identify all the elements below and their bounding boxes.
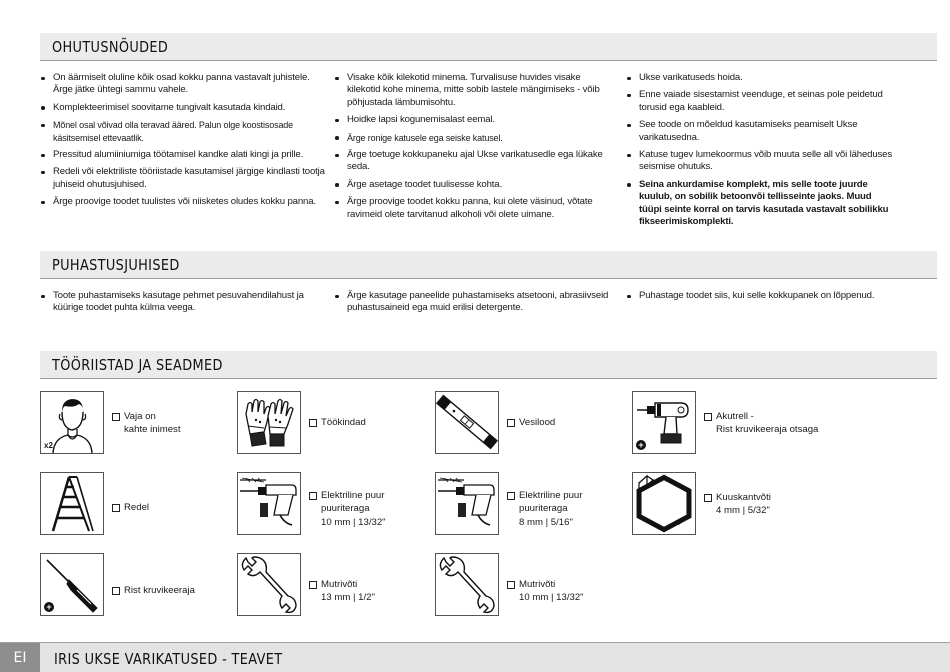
list-item: Hoidke lapsi kogunemisalast eemal.: [334, 114, 614, 126]
list-item: Ärge proovige toodet kokku panna, kui olete väsinud, võtate ravimeid olete tarvitanud alkoholi või olete uimane.: [334, 196, 614, 221]
tool-label-line: Redel: [124, 502, 150, 513]
tool-image: [237, 391, 301, 454]
page-footer: [0, 642, 950, 672]
list-item: Toote puhastamiseks kasutage pehmet pesuvahendilahust ja küürige toodet puhta külma veega.: [40, 290, 325, 315]
checkbox[interactable]: [507, 581, 515, 589]
tool-label-line: Vaja on: [124, 411, 156, 422]
list-item: Ärge ronige katusele ega seiske katusel.: [334, 132, 614, 144]
tool-label: [321, 579, 375, 604]
list-item: Ärge toetuge kokkupaneku ajal Ukse varikatusedle ega lükake seda.: [334, 149, 614, 174]
cleaning-column-1: [40, 290, 325, 320]
tool-item-drill-8mm: [435, 472, 625, 536]
tool-item-ladder: [40, 472, 230, 536]
cleaning-column-3: [626, 290, 916, 307]
tool-label: [321, 490, 386, 530]
tool-label: [519, 417, 555, 430]
list-item: Visake kõik kilekotid minema. Turvalisuse huvides visake kilekotid kohe minema, mitte sobib lastele mängimiseks - võib põhjustada lämbumisohtu.: [334, 72, 614, 109]
tool-image: [237, 553, 301, 616]
section-header-cleaning: [40, 251, 937, 279]
safety-column-1: [40, 72, 325, 214]
list-item: Ukse varikatuseds hoida.: [626, 72, 896, 84]
tool-item-two-people: [40, 391, 230, 455]
phillips-bit-badge: +: [636, 440, 646, 450]
footer-title: IRIS UKSE VARIKATUSED - TEAVET: [54, 650, 283, 668]
tool-label: [519, 490, 582, 530]
tool-image: [40, 472, 104, 535]
tool-label: [124, 502, 149, 515]
tool-label-line: Mutrivõti: [519, 579, 556, 590]
tool-label: [124, 411, 181, 436]
tool-image: [435, 391, 499, 454]
list-item-bold: Seina ankurdamise komplekt, mis selle toote juurde kuulub, on sobilik betoonvõi tellisseinte jaoks. Muud tüüpi seinte korral on tarvis kasutada vastavalt sobilikku fikseerimiskomplekti.: [626, 179, 896, 229]
tool-label-line: Vesilood: [519, 417, 556, 428]
tool-item-wrench-13mm: [237, 553, 427, 617]
tool-item-wrench-10mm: [435, 553, 625, 617]
checkbox[interactable]: [112, 413, 120, 421]
language-code-badge: EI: [0, 643, 40, 672]
tool-image: [632, 391, 696, 454]
tool-item-screwdriver: [40, 553, 230, 617]
spirit-level-icon: [436, 392, 498, 453]
section-title-cleaning: PUHASTUSJUHISED: [52, 256, 180, 274]
tool-image: [40, 553, 104, 616]
tool-label-line: 8 mm | 5/16": [519, 517, 573, 529]
section-title-tools: TÖÖRIISTAD JA SEADMED: [52, 356, 223, 374]
checkbox[interactable]: [704, 413, 712, 421]
phillips-bit-badge: +: [44, 602, 54, 612]
tool-label: [519, 579, 584, 604]
checkbox[interactable]: [112, 504, 120, 512]
tool-image: [435, 472, 499, 535]
list-item: See toode on mõeldud kasutamiseks peamiselt Ukse varikatusedna.: [626, 119, 896, 144]
hammer-drill-icon: [238, 473, 300, 534]
tool-label-line: puuriteraga: [519, 502, 568, 514]
wrench-icon: [436, 554, 498, 615]
list-item: Pressitud alumiiniumiga töötamisel kandke alati kingi ja prille.: [40, 149, 325, 161]
tool-label: [716, 492, 771, 517]
tool-item-hex-key: [632, 472, 822, 536]
quantity-badge: x2: [44, 441, 53, 450]
tool-label-line: 10 mm | 13/32": [321, 517, 386, 529]
tool-label-line: 4 mm | 5/32": [716, 504, 770, 516]
tool-image: [237, 472, 301, 535]
list-item: On äärmiselt oluline kõik osad kokku panna vastavalt juhistele. Ärge jätke ühtegi sammu vahele.: [40, 72, 325, 97]
tool-label-line: Rist kruvikeeraja: [124, 585, 195, 596]
list-item: Ärge asetage toodet tuulisesse kohta.: [334, 179, 614, 191]
hexagon-icon: [633, 473, 695, 534]
list-item: Redeli või elektriliste tööriistade kasutamisel järgige kindlasti tootja juhiseid ohutusjuhised.: [40, 166, 325, 191]
tool-image: [632, 472, 696, 535]
tool-label-line: kahte inimest: [124, 423, 181, 435]
checkbox[interactable]: [112, 587, 120, 595]
list-item: Ärge proovige toodet tuulistes või niisketes oludes kokku panna.: [40, 196, 325, 208]
list-item: Puhastage toodet siis, kui selle kokkupanek on lõppenud.: [626, 290, 916, 302]
hammer-drill-icon: [436, 473, 498, 534]
tool-label-line: puuriteraga: [321, 502, 370, 514]
ladder-icon: [41, 473, 103, 534]
tool-label-line: Kuuskantvõti: [716, 492, 771, 503]
wrench-icon: [238, 554, 300, 615]
tool-item-spirit-level: [435, 391, 625, 455]
checkbox[interactable]: [507, 492, 515, 500]
cleaning-column-2: [334, 290, 614, 320]
safety-column-3: [626, 72, 896, 233]
checkbox[interactable]: [309, 419, 317, 427]
checkbox[interactable]: [309, 581, 317, 589]
tool-label: [124, 585, 195, 598]
tool-label-line: 10 mm | 13/32": [519, 591, 584, 603]
safety-column-2: [334, 72, 614, 226]
list-item: Ärge kasutage paneelide puhastamiseks atsetooni, abrasiivseid puhastusaineid ega muid erilisi detergente.: [334, 290, 614, 315]
section-header-tools: [40, 351, 937, 379]
tool-item-cordless-drill: [632, 391, 872, 455]
section-title-safety: OHUTUSNÕUDED: [52, 38, 169, 56]
list-item: Mõnel osal võivad olla teravad ääred. Palun olge koostisosade käsitsemisel ettevaatlik.: [40, 119, 325, 144]
tool-image: [40, 391, 104, 454]
tool-label-line: 13 mm | 1/2": [321, 591, 375, 603]
tool-image: [435, 553, 499, 616]
tool-label-line: Töökindad: [321, 417, 366, 428]
tool-label-line: Elektriline puur: [519, 490, 583, 501]
gloves-icon: [238, 392, 300, 453]
section-header-safety: [40, 33, 937, 61]
checkbox[interactable]: [704, 494, 712, 502]
tool-label: [716, 411, 818, 436]
tool-label-line: Mutrivõti: [321, 579, 358, 590]
checkbox[interactable]: [309, 492, 317, 500]
list-item: Komplekteerimisel soovitame tungivalt kasutada kindaid.: [40, 102, 325, 114]
list-item: Katuse tugev lumekoormus võib muuta selle all või läheduses seismise ohutuks.: [626, 149, 896, 174]
tool-label-line: Akutrell -: [716, 411, 754, 422]
checkbox[interactable]: [507, 419, 515, 427]
list-item: Enne vaiade sisestamist veenduge, et seinas pole peidetud torusid ega kaableid.: [626, 89, 896, 114]
tool-item-gloves: [237, 391, 427, 455]
tool-label-line: Rist kruvikeeraja otsaga: [716, 423, 819, 435]
tool-label: [321, 417, 366, 430]
tool-item-drill-10mm: [237, 472, 427, 536]
tool-label-line: Elektriline puur: [321, 490, 385, 501]
